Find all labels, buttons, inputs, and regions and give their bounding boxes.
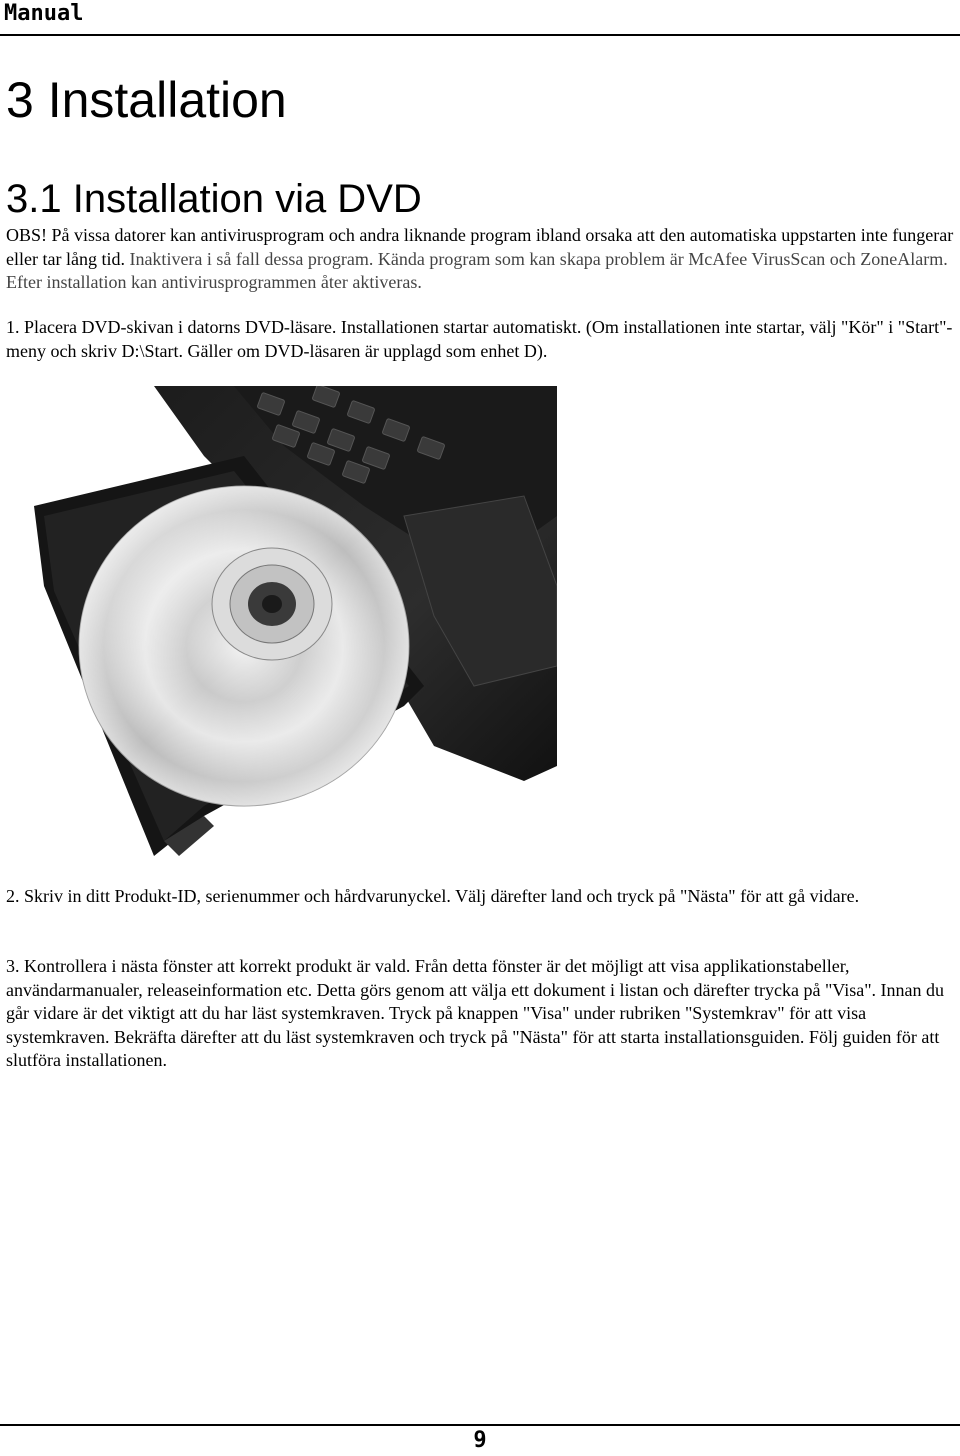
subsection-title: 3.1 Installation via DVD — [6, 177, 422, 221]
section-title: 3 Installation — [6, 72, 287, 128]
step-1-paragraph: 1. Placera DVD-skivan i datorns DVD-läsare. Installationen startar automatiskt. (Om installationen inte startar, välj "Kör" i "Start"-meny och skriv D:\Start. Gäller om DVD-läsaren är upplagd som enhet D). — [6, 317, 953, 361]
step-3-paragraph: 3. Kontrollera i nästa fönster att korrekt produkt är vald. Från detta fönster är det möjligt att visa applikationstabeller, användarmanualer, releaseinformation etc. Detta görs genom att välja ett dokument i listan och därefter trycka på "Visa". Innan du går vidare är det viktigt att du har läst systemkraven. Tryck på knappen "Visa" under rubriken "Systemkrav" för att visa systemkraven. Bekräfta därefter att du läst systemkraven och tryck på "Nästa" för att starta installationsguiden. Följ guiden för att slutföra installationen. — [6, 956, 945, 1070]
notice-paragraph — [6, 224, 954, 295]
page-header — [0, 0, 960, 36]
step-2-paragraph: 2. Skriv in ditt Produkt-ID, serienummer och hårdvarunyckel. Välj därefter land och tryck på "Nästa" för att gå vidare. — [6, 886, 860, 906]
notice-line-1: OBS! På vissa datorer kan antivirusprogram och andra liknande program ibland orsaka att den automatiska uppstarten inte fungerar eller tar lång tid. — [6, 225, 954, 269]
dvd-drive-photo — [4, 386, 557, 862]
page-number: 9 — [0, 1424, 960, 1454]
header-title: Manual — [4, 1, 84, 26]
notice-line-2: Inaktivera i så fall dessa program. Kända program som kan skapa problem är McAfee VirusScan och ZoneAlarm. Efter installation kan antivirusprogrammen åter aktiveras. — [6, 248, 948, 292]
laptop-dvd-illustration — [4, 386, 557, 862]
